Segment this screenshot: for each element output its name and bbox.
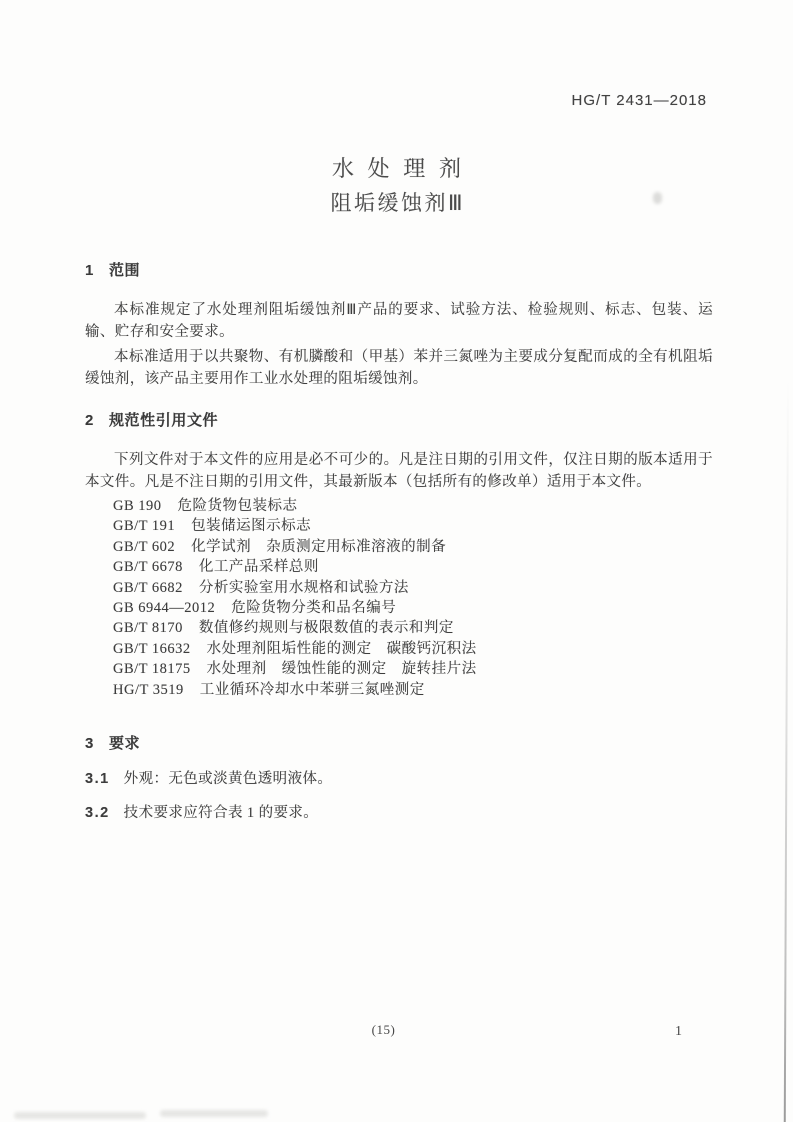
footer-section-number: (15) xyxy=(371,1022,396,1037)
reference-title: 化学试剂 杂质测定用标准溶液的制备 xyxy=(191,538,447,555)
reference-code: GB/T 18175 xyxy=(113,661,191,678)
scan-smudge xyxy=(14,1112,146,1119)
clause-3-2 xyxy=(85,801,725,822)
section-3-number: 3 xyxy=(85,735,94,752)
reference-title: 水处理剂阻垢性能的测定 碳酸钙沉积法 xyxy=(206,640,477,657)
section-2-heading xyxy=(85,409,218,430)
section-2-number: 2 xyxy=(85,412,94,429)
reference-item xyxy=(113,537,723,557)
standard-number: HG/T 2431—2018 xyxy=(571,92,707,109)
section-3-title: 要求 xyxy=(108,735,141,752)
reference-code: GB/T 602 xyxy=(113,538,176,555)
section-1-number: 1 xyxy=(85,262,94,279)
scan-edge-artifact xyxy=(784,380,789,1122)
scan-smudge xyxy=(160,1110,268,1117)
reference-list xyxy=(113,496,723,700)
clause-3-2-number: 3.2 xyxy=(85,805,110,821)
section-1-paragraph-2: 本标准适用于以共聚物、有机膦酸和（甲基）苯并三氮唑为主要成分复配而成的全有机阻垢缓蚀剂，该产品主要用作工业水处理的阻垢缓蚀剂。 xyxy=(85,349,713,387)
reference-item xyxy=(113,618,723,638)
reference-title: 危险货物包装标志 xyxy=(177,498,298,514)
section-2-intro: 下列文件对于本文件的应用是必不可少的。凡是注日期的引用文件，仅注日期的版本适用于本文件。凡是不注日期的引用文件，其最新版本（包括所有的修改单）适用于本文件。 xyxy=(85,452,713,490)
footer-page-number: 1 xyxy=(675,1024,682,1039)
reference-title: 包装储运图示标志 xyxy=(191,518,312,535)
reference-item xyxy=(113,496,723,516)
section-1-title: 范围 xyxy=(108,262,141,279)
section-2-title: 规范性引用文件 xyxy=(108,412,219,429)
section-1-paragraph-1: 本标准规定了水处理剂阻垢缓蚀剂Ⅲ产品的要求、试验方法、检验规则、标志、包装、运输、贮存和安全要求。 xyxy=(85,302,713,340)
reference-title: 工业循环冷却水中苯骈三氮唑测定 xyxy=(199,681,425,698)
scan-smudge xyxy=(653,192,662,204)
clause-3-1-number: 3.1 xyxy=(85,771,110,787)
clause-3-1 xyxy=(85,767,725,788)
reference-title: 数值修约规则与极限数值的表示和判定 xyxy=(198,620,454,637)
reference-title: 化工产品采样总则 xyxy=(198,559,319,576)
reference-code: GB/T 8170 xyxy=(113,620,183,637)
section-1-heading xyxy=(85,259,140,280)
reference-code: GB 6944—2012 xyxy=(113,599,216,616)
reference-code: GB/T 6678 xyxy=(113,559,183,576)
reference-item xyxy=(113,557,723,577)
section-3-heading xyxy=(85,732,140,753)
clause-3-2-text: 技术要求应符合表 1 的要求。 xyxy=(123,805,319,821)
reference-code: GB/T 191 xyxy=(113,518,176,535)
reference-item xyxy=(113,516,723,536)
document-title-line1: 水处理剂 xyxy=(332,156,475,181)
reference-item xyxy=(113,680,723,700)
reference-code: GB 190 xyxy=(113,498,162,514)
reference-title: 危险货物分类和品名编号 xyxy=(231,599,397,616)
reference-item xyxy=(113,659,723,679)
reference-code: GB/T 6682 xyxy=(113,579,183,596)
reference-item xyxy=(113,598,723,618)
clause-3-1-text: 外观：无色或淡黄色透明液体。 xyxy=(123,771,333,787)
reference-item xyxy=(113,639,723,659)
reference-code: HG/T 3519 xyxy=(113,681,184,698)
reference-title: 分析实验室用水规格和试验方法 xyxy=(198,579,409,596)
reference-item xyxy=(113,578,723,598)
document-title-line2: 阻垢缓蚀剂Ⅲ xyxy=(330,191,466,215)
reference-title: 水处理剂 缓蚀性能的测定 旋转挂片法 xyxy=(206,661,477,678)
reference-code: GB/T 16632 xyxy=(113,640,191,657)
